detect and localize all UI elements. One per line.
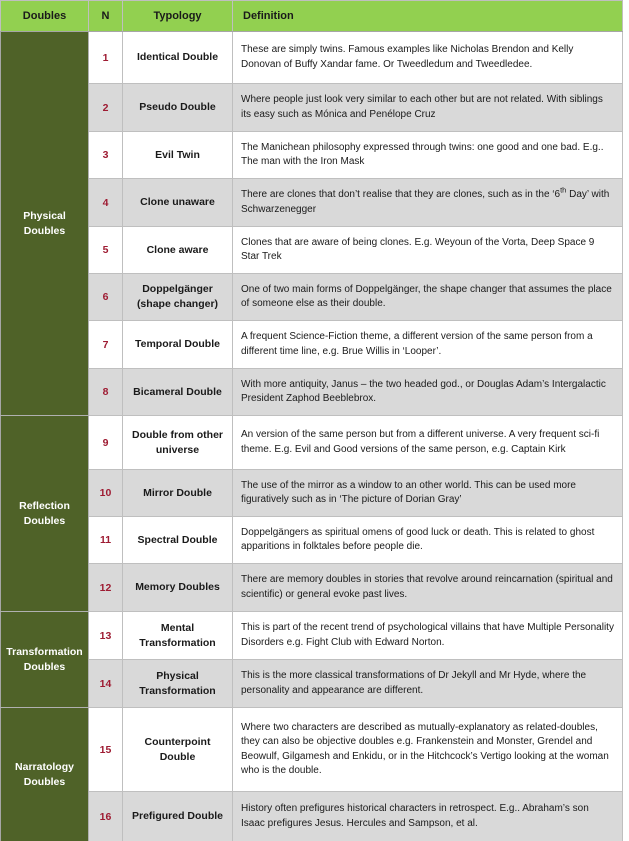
table-row [1, 517, 623, 564]
typology-cell: Physical Transformation [123, 660, 233, 708]
table-row [1, 274, 623, 321]
row-number-cell: 9 [89, 416, 123, 470]
table-row [1, 708, 623, 792]
definition-cell: The Manichean philosophy expressed through twins: one good and one bad. E.g.. The man with the Iron Mask [233, 132, 623, 179]
typology-cell: Prefigured Double [123, 792, 233, 841]
row-number-cell: 10 [89, 470, 123, 517]
category-cell: Transformation Doubles [1, 612, 89, 708]
definition-cell: History often prefigures historical characters in retrospect. E.g.. Abraham’s son Isaac prefigures Jesus. Hercules and Sampson, et al. [233, 792, 623, 841]
definition-cell: This is part of the recent trend of psychological villains that have Multiple Personality Disorders e.g. Fight Club with Edward Norton. [233, 612, 623, 660]
row-number-cell: 8 [89, 369, 123, 416]
row-number-cell: 12 [89, 564, 123, 612]
table-row [1, 84, 623, 132]
row-number-cell: 5 [89, 227, 123, 274]
definition-cell: This is the more classical transformations of Dr Jekyll and Mr Hyde, where the personality and appearance are different. [233, 660, 623, 708]
definition-cell: Clones that are aware of being clones. E.g. Weyoun of the Vorta, Deep Space 9 Star Trek [233, 227, 623, 274]
row-number-cell: 11 [89, 517, 123, 564]
table-row [1, 470, 623, 517]
definition-cell: Doppelgängers as spiritual omens of good luck or death. This is related to ghost apparitions in folktales before people die. [233, 517, 623, 564]
definition-cell: The use of the mirror as a window to an other world. This can be used more figuratively such as in ‘The picture of Dorian Gray’ [233, 470, 623, 517]
table-row [1, 564, 623, 612]
table-row [1, 369, 623, 416]
row-number-cell: 16 [89, 792, 123, 841]
typology-cell: Doppelgänger (shape changer) [123, 274, 233, 321]
row-number-cell: 2 [89, 84, 123, 132]
table-row [1, 792, 623, 841]
definition-text-part: Day’ with Schwarzenegger [241, 189, 610, 215]
definition-cell: There are memory doubles in stories that revolve around reincarnation (spiritual and scientific) or general evoke past lives. [233, 564, 623, 612]
table-row [1, 227, 623, 274]
definition-cell: A frequent Science-Fiction theme, a different version of the same person from a different time line, e.g. Brue Willis in ‘Looper’. [233, 321, 623, 369]
typology-cell: Pseudo Double [123, 84, 233, 132]
row-number-cell: 3 [89, 132, 123, 179]
table-header [1, 1, 623, 32]
typology-cell: Spectral Double [123, 517, 233, 564]
definition-cell [233, 179, 623, 227]
row-number-cell: 1 [89, 32, 123, 84]
column-header-n: N [89, 1, 123, 32]
typology-cell: Memory Doubles [123, 564, 233, 612]
definition-cell: Where two characters are described as mutually-explanatory as related-doubles, they can also be objective doubles e.g. Frankenstein and Monster, Grendel and Beowulf, Gilgamesh and Enkidu, or in the Hitchcock’s Vertigo looking at the woman who is the double. [233, 708, 623, 792]
typology-cell: Mental Transformation [123, 612, 233, 660]
row-number-cell: 6 [89, 274, 123, 321]
typology-cell: Clone unaware [123, 179, 233, 227]
definition-superscript: th [560, 185, 567, 195]
table-row [1, 32, 623, 84]
typology-cell: Counterpoint Double [123, 708, 233, 792]
definition-cell: These are simply twins. Famous examples like Nicholas Brendon and Kelly Donovan of Buffy Xandar fame. Or Tweedledum and Tweedledee. [233, 32, 623, 84]
category-cell: Narratology Doubles [1, 708, 89, 841]
definition-cell: An version of the same person but from a different universe. A very frequent sci-fi theme. E.g. Evil and Good versions of the same person, e.g. Captain Kirk [233, 416, 623, 470]
row-number-cell: 15 [89, 708, 123, 792]
category-cell: Reflection Doubles [1, 416, 89, 612]
definition-cell: One of two main forms of Doppelgänger, the shape changer that assumes the place of someone else as their double. [233, 274, 623, 321]
definition-cell: Where people just look very similar to each other but are not related. With siblings its easy such as Mónica and Penélope Cruz [233, 84, 623, 132]
row-number-cell: 14 [89, 660, 123, 708]
table-row [1, 612, 623, 660]
typology-cell: Double from other universe [123, 416, 233, 470]
typology-cell: Identical Double [123, 32, 233, 84]
table-row [1, 132, 623, 179]
row-number-cell: 4 [89, 179, 123, 227]
table-header-row [1, 1, 623, 32]
typology-cell: Clone aware [123, 227, 233, 274]
row-number-cell: 7 [89, 321, 123, 369]
table-row [1, 321, 623, 369]
typology-cell: Bicameral Double [123, 369, 233, 416]
definition-cell: With more antiquity, Janus – the two headed god., or Douglas Adam’s Intergalactic President Zaphod Beeblebrox. [233, 369, 623, 416]
table-row [1, 179, 623, 227]
column-header-definition: Definition [233, 1, 623, 32]
category-cell: Physical Doubles [1, 32, 89, 416]
row-number-cell: 13 [89, 612, 123, 660]
column-header-category: Doubles [1, 1, 89, 32]
typology-cell: Evil Twin [123, 132, 233, 179]
table-body [1, 32, 623, 841]
typology-cell: Mirror Double [123, 470, 233, 517]
typology-cell: Temporal Double [123, 321, 233, 369]
definition-text-part: There are clones that don’t realise that they are clones, such as in the ‘6 [241, 189, 561, 200]
table-row [1, 416, 623, 470]
column-header-typology: Typology [123, 1, 233, 32]
table-row [1, 660, 623, 708]
